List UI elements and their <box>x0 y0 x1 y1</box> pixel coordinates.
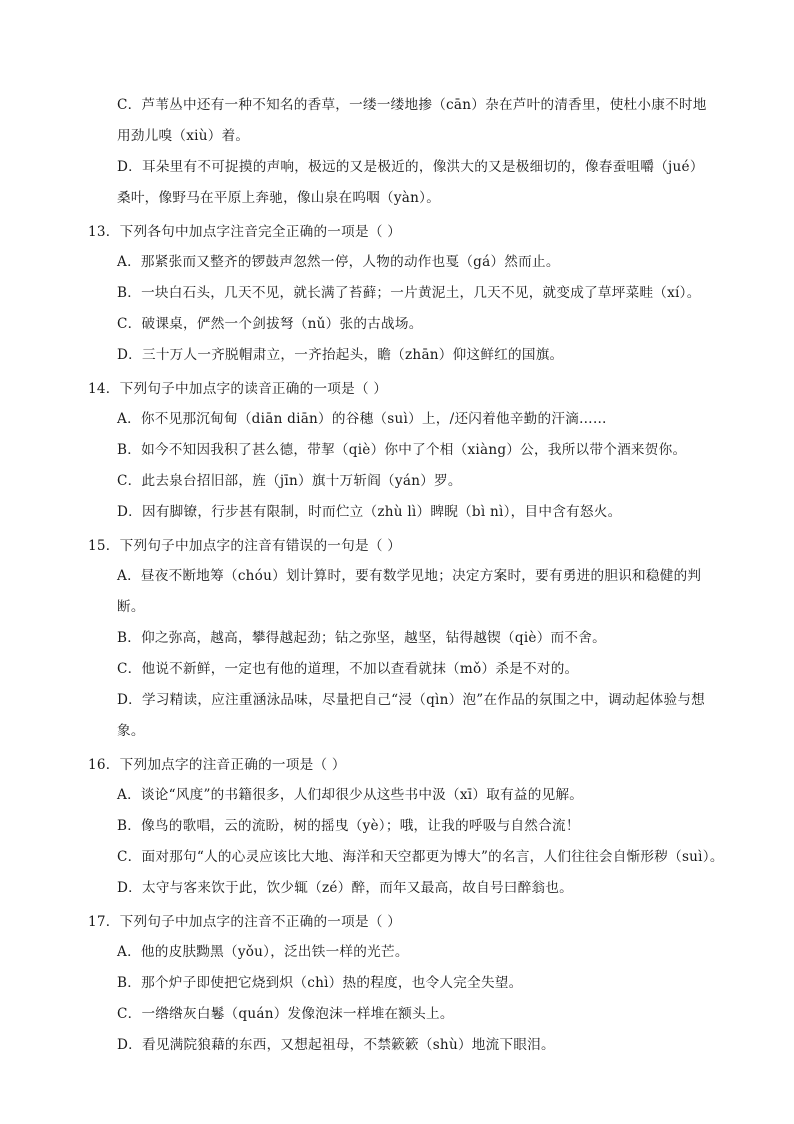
q17-option-c: C．一绺绺灰白鬈（quán）发像泡沫一样堆在额头上。 <box>117 1006 454 1022</box>
q15-option-d-line2: 象。 <box>117 723 145 739</box>
q12-option-d-line1: D．耳朵里有不可捉摸的声响，极远的又是极近的，像洪大的又是极细切的，像春蚕咀嚼（jué） <box>117 159 704 175</box>
q13-option-c: C．破课桌，俨然一个剑拔弩（nǔ）张的古战场。 <box>117 316 423 332</box>
question-16: 16．下列加点字的注音正确的一项是（ ） <box>88 757 346 773</box>
q16-option-b: B．像鸟的歌唱，云的流盼，树的摇曳（yè）；哦，让我的呼吸与自然合流！ <box>117 818 580 834</box>
question-15: 15．下列句子中加点字的注音有错误的一句是（ ） <box>88 538 402 554</box>
q17-option-a: A．他的皮肤黝黑（yǒu），泛出铁一样的光芒。 <box>117 944 409 960</box>
q12-option-c-line1: C．芦苇丛中还有一种不知名的香草，一缕一缕地掺（cān）杂在芦叶的清香里，使杜小康不时地 <box>117 97 707 113</box>
q14-option-c: C．此去泉台招旧部，旌（jīn）旗十万斩阎（yán）罗。 <box>117 473 462 489</box>
q15-option-a-line1: A．昼夜不断地筹（chóu）划计算时，要有数学见地；决定方案时，要有勇进的胆识和稳健的判 <box>117 568 702 584</box>
q13-option-a: A．那紧张而又整齐的锣鼓声忽然一停，人物的动作也戛（gá）然而止。 <box>117 254 560 270</box>
question-14: 14．下列句子中加点字的读音正确的一项是（ ） <box>88 381 388 397</box>
q14-option-a: A．你不见那沉甸甸（diān diān）的谷穗（suì）上，/还闪着他辛勤的汗滴…… <box>117 411 607 427</box>
q17-option-b: B．那个炉子即使把它烧到炽（chì）热的程度，也令人完全失望。 <box>117 975 523 991</box>
q13-option-d: D．三十万人一齐脱帽肃立，一齐抬起头，瞻（zhān）仰这鲜红的国旗。 <box>117 347 564 363</box>
q14-option-b: B．如今不知因我积了甚么德，带挈（qiè）你中了个相（xiàng）公，我所以带个酒来贺你。 <box>117 442 687 458</box>
q15-option-d-line1: D．学习精读，应注重涵泳品味，尽量把自己“浸（qìn）泡”在作品的氛围之中，调动起体验与想 <box>117 692 706 708</box>
question-13: 13．下列各句中加点字注音完全正确的一项是（ ） <box>88 224 402 240</box>
q16-option-a: A．谈论“风度”的书籍很多，人们却很少从这些书中汲（xī）取有益的见解。 <box>117 787 584 803</box>
q15-option-c: C．他说不新鲜，一定也有他的道理，不加以查看就抹（mǒ）杀是不对的。 <box>117 661 579 677</box>
q16-option-c: C．面对那句“人的心灵应该比大地、海洋和天空都更为博大”的名言，人们往往会自惭形秽（suì）。 <box>117 849 724 865</box>
q16-option-d: D．太守与客来饮于此，饮少辄（zé）醉，而年又最高，故自号曰醉翁也。 <box>117 880 574 896</box>
q15-option-a-line2: 断。 <box>117 599 145 615</box>
q17-option-d: D．看见满院狼藉的东西，又想起祖母，不禁簌簌（shù）地流下眼泪。 <box>117 1037 555 1053</box>
q13-option-b: B．一块白石头，几天不见，就长满了苔藓；一片黄泥土，几天不见，就变成了草坪菜畦（xí）。 <box>117 285 701 301</box>
q14-option-d: D．因有脚镣，行步甚有限制，时而伫立（zhù lì）睥睨（bì nì），目中含有怒火。 <box>117 504 622 520</box>
question-17: 17．下列句子中加点字的注音不正确的一项是（ ） <box>88 914 402 930</box>
q15-option-b: B．仰之弥高，越高，攀得越起劲；钻之弥坚，越坚，钻得越锲（qiè）而不舍。 <box>117 630 606 646</box>
q12-option-c-line2: 用劲儿嗅（xiù）着。 <box>117 128 250 144</box>
q12-option-d-line2: 桑叶，像野马在平原上奔驰，像山泉在呜咽（yàn）。 <box>117 190 441 206</box>
